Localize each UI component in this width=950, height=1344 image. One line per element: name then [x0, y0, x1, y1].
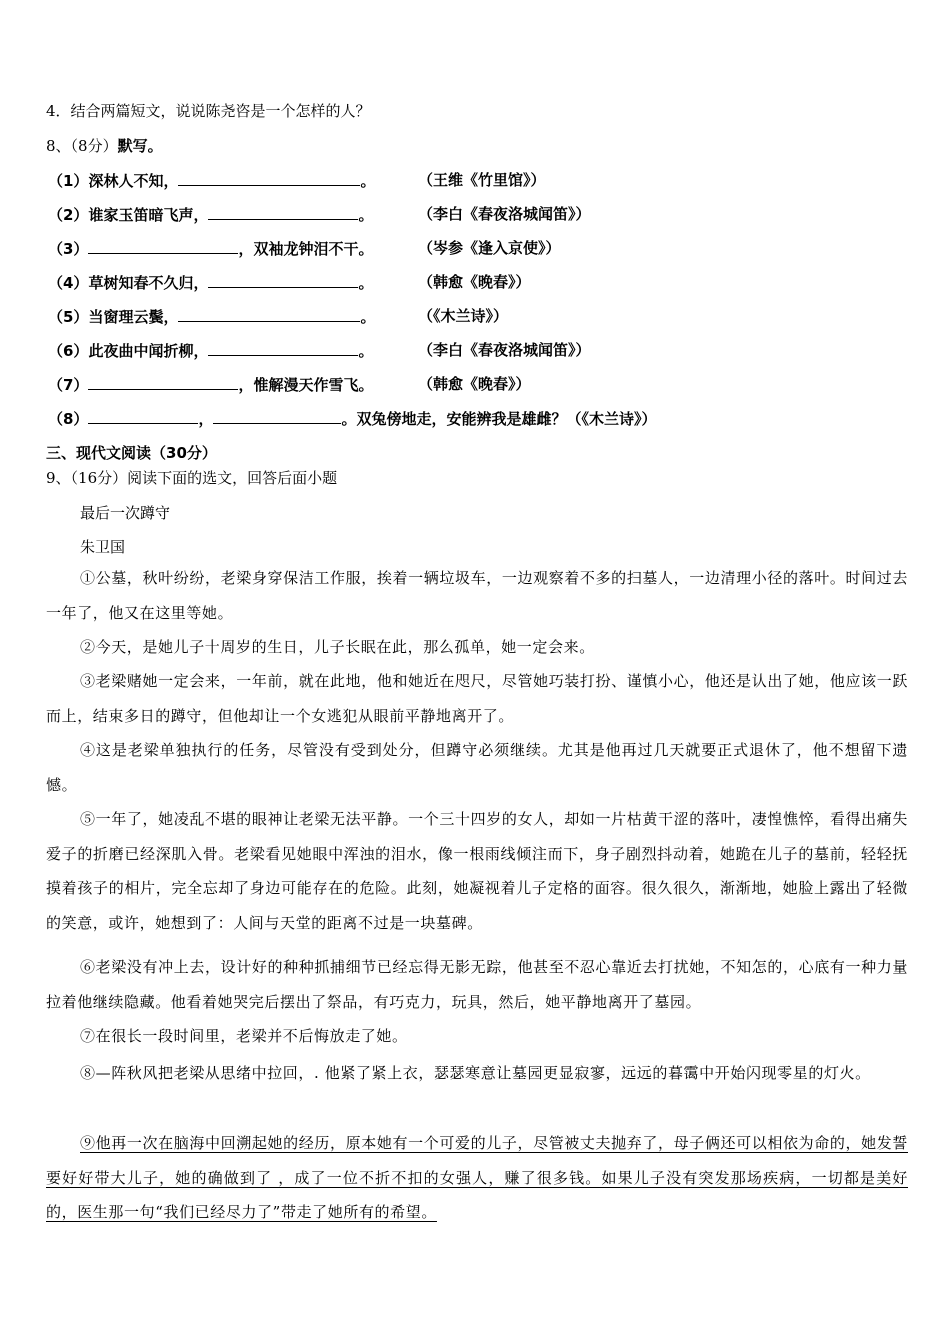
dictation-item-4: （4）草树知春不久归， 。	[48, 274, 374, 292]
dictation-item-5: （5）当窗理云鬓， 。	[48, 308, 376, 326]
question-9: 9、（16分）阅读下面的选文，回答后面小题	[46, 469, 338, 487]
dictation-item-7: （7） ，惟解漫天作雪飞。	[48, 376, 374, 394]
article-paragraph-8: ⑧—阵秋风把老梁从思绪中拉回，. 他紧了紧上衣，瑟瑟寒意让墓园更显寂寥，远远的暮霭中开始闪现零星的灯火。	[80, 1064, 871, 1082]
question-8-title: 默写。	[117, 137, 163, 155]
answer-blank[interactable]	[178, 306, 360, 322]
answer-blank[interactable]	[208, 272, 358, 288]
article-paragraph-7: ⑦在很长一段时间里，老梁并不后悔放走了她。	[80, 1027, 408, 1045]
article-paragraph-2: ②今天，是她儿子十周岁的生日，儿子长眠在此，那么孤单，她一定会来。	[80, 638, 595, 656]
answer-blank[interactable]	[88, 374, 238, 390]
dictation-item-8: （8） ， 。双兔傍地走，安能辨我是雄雌？（《木兰诗》）	[48, 410, 657, 428]
answer-blank[interactable]	[88, 238, 238, 254]
answer-blank[interactable]	[208, 340, 358, 356]
article-paragraph-4: ④这是老梁单独执行的任务，尽管没有受到处分，但蹲守必须继续。尤其是他再过几天就要正式退休了，他不想留下遗憾。	[46, 741, 908, 794]
question-8-heading	[46, 136, 163, 156]
dictation-item-6: （6）此夜曲中闻折柳， 。	[48, 342, 374, 360]
dictation-source-5: （《木兰诗》）	[418, 307, 509, 325]
article-paragraph-6: ⑥老梁没有冲上去，设计好的种种抓捕细节已经忘得无影无踪，他甚至不忍心靠近去打扰她，不知怎的，心底有一种力量拉着他继续隐藏。他看着她哭完后摆出了祭品，有巧克力，玩具，然后，她平静地离开了墓园。	[46, 958, 908, 1011]
article-paragraph-3: ③老梁赌她一定会来，一年前，就在此地，他和她近在咫尺，尽管她巧装打扮、谨慎小心，他还是认出了她，他应该一跃而上，结束多日的蹲守，但他却让一个女逃犯从眼前平静地离开了。	[46, 672, 908, 725]
answer-blank[interactable]	[88, 408, 198, 424]
answer-blank[interactable]	[208, 204, 358, 220]
question-8-number: 8、（8分）	[46, 137, 118, 155]
article-title: 最后一次蹲守	[80, 504, 171, 522]
section-3-heading: 三、现代文阅读（30分）	[46, 444, 217, 462]
dictation-source-2: （李白《春夜洛城闻笛》）	[418, 205, 591, 223]
dictation-source-7: （韩愈《晚春》）	[418, 375, 531, 393]
dictation-source-6: （李白《春夜洛城闻笛》）	[418, 341, 591, 359]
article-paragraph-1: ①公墓，秋叶纷纷，老梁身穿保洁工作服，挨着一辆垃圾车，一边观察着不多的扫墓人，一边清理小径的落叶。时间过去一年了，他又在这里等她。	[46, 569, 908, 622]
answer-blank[interactable]	[178, 170, 360, 186]
answer-blank[interactable]	[213, 408, 341, 424]
dictation-item-3: （3） ，双袖龙钟泪不干。	[48, 240, 374, 258]
dictation-item-1: （1）深林人不知， 。	[48, 172, 376, 190]
dictation-source-4: （韩愈《晚春》）	[418, 273, 531, 291]
article-author: 朱卫国	[80, 538, 126, 556]
dictation-source-3: （岑参《逢入京使》）	[418, 239, 561, 257]
article-paragraph-9: ⑨他再一次在脑海中回溯起她的经历，原本她有一个可爱的儿子，尽管被丈夫抛弃了，母子俩还可以相依为命的，她发誓要好好带大儿子，她的确做到了 ，成了一位不折不扣的女强人，赚了很多钱。如果儿子没有突发那场疾病，一切都是美好的，医生那一句“我们已经尽力了”带走了她所有的希望。	[46, 1134, 908, 1221]
question-4: 4．结合两篇短文，说说陈尧咨是一个怎样的人？	[46, 102, 371, 120]
article-paragraph-5: ⑤一年了，她凌乱不堪的眼神让老梁无法平静。一个三十四岁的女人，却如一片枯黄干涩的落叶，凄惶憔悴，看得出痛失爱子的折磨已经深肌入骨。老梁看见她眼中浑浊的泪水，像一根雨线倾注而下，身子剧烈抖动着，她跪在儿子的墓前，轻轻抚摸着孩子的相片，完全忘却了身边可能存在的危险。此刻，她凝视着儿子定格的面容。很久很久，渐渐地，她脸上露出了轻微的笑意，或许，她想到了：人间与天堂的距离不过是一块墓碑。	[46, 810, 908, 932]
dictation-source-1: （王维《竹里馆》）	[418, 171, 546, 189]
dictation-item-2: （2）谁家玉笛暗飞声， 。	[48, 206, 374, 224]
